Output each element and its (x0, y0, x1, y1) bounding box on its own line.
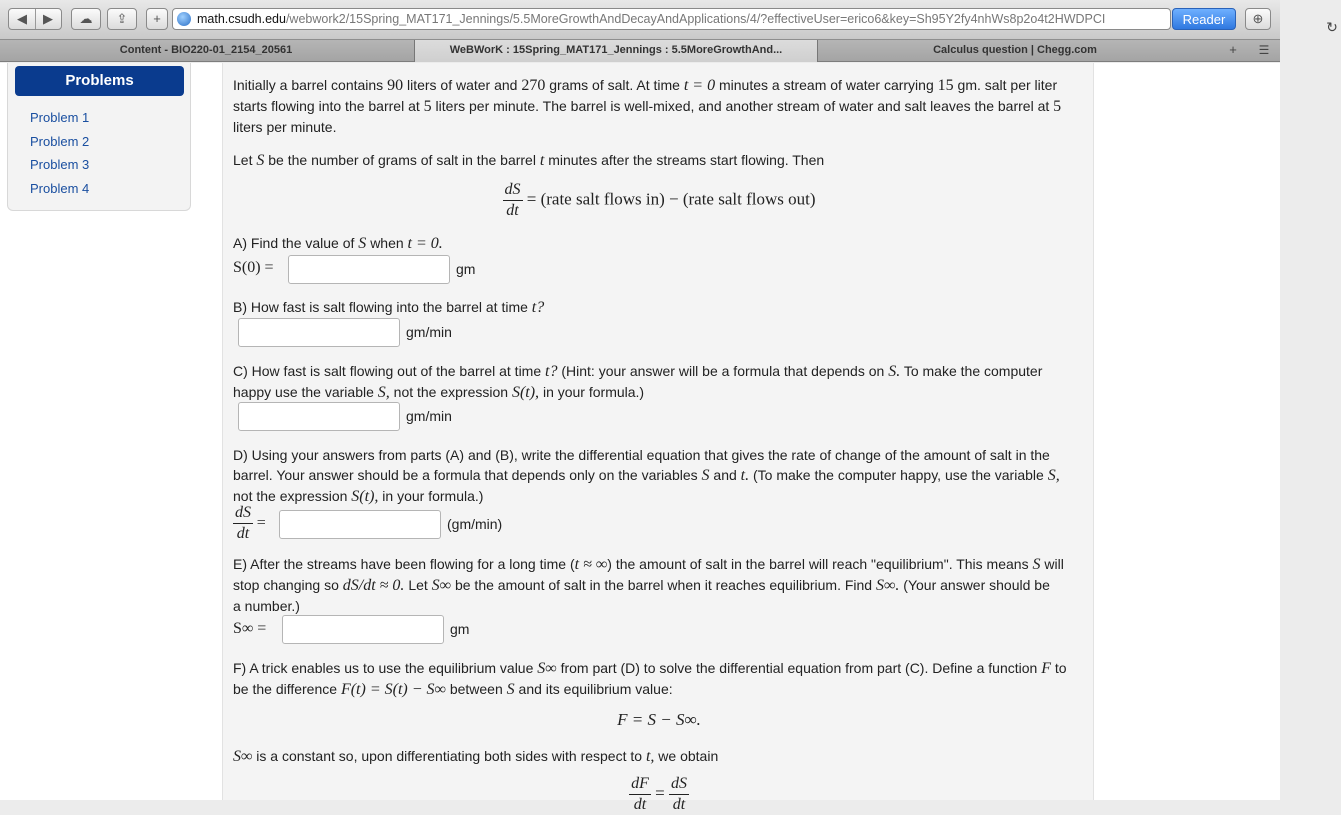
value-grams: 270 (521, 77, 546, 94)
value-rate-in: 5 (423, 98, 432, 115)
reader-button[interactable]: Reader (1172, 8, 1236, 30)
let-text: Let (233, 152, 253, 168)
page (0, 63, 1280, 813)
intro-text: starts flowing into the barrel at (233, 98, 420, 114)
value-liters: 90 (387, 77, 404, 94)
math-t-zero: t = 0 (683, 77, 716, 94)
fraction-dS-dt: $\frac{dS}{dt}$ (235, 504, 251, 542)
share-icon: ⇪ (116, 11, 128, 26)
problems-sidebar (7, 63, 191, 211)
part-e-unit: gm (450, 621, 470, 637)
let-statement (233, 150, 1083, 171)
derivative-equation: $\frac{dF}{dt}$ = $\frac{dS}{dt}$ (631, 775, 687, 813)
let-text: be the number of grams of salt in the barrel (268, 152, 536, 168)
math-t: t (539, 152, 545, 169)
forward-icon[interactable]: ▶ (43, 11, 53, 26)
let-text: minutes after the streams start flowing. Then (548, 152, 825, 168)
globe-icon (177, 12, 191, 26)
url-path: /webwork2/15Spring_MAT171_Jennings/5.5MoreGrowthAndDecayAndApplications/4/?effectiveUser=erico6&key=Sh95Y2fy4nhWs8p2o4t2HWDPCI (285, 12, 1106, 26)
plus-icon: + (153, 11, 161, 26)
icloud-tabs-button[interactable] (71, 8, 101, 30)
part-a-question: A) Find the value of S when t = 0. (233, 235, 443, 252)
part-f-text: F) A trick enables us to use the equilibrium value S∞ from part (D) to solve the differential equation from part (C). Define a function F to be the difference F(t) = S(t) − S∞ between S and its equilibrium value: (233, 660, 1067, 698)
downloads-button[interactable] (1245, 8, 1271, 30)
fraction-dS-dt: $\frac{dS}{dt}$ (670, 775, 687, 813)
sidebar-title: Problems (15, 66, 184, 96)
back-icon[interactable]: ◀ (17, 11, 27, 26)
tab-chegg[interactable]: Calculus question | Chegg.com (933, 44, 1097, 56)
part-c-question: C) How fast is salt flowing out of the barrel at time t? (Hint: your answer will be a formula that depends on S. To make the computer happy use the variable S, not the expression S(t), in your formula.) (233, 363, 1043, 401)
part-d-lhs: $\frac{dS}{dt}$ = (235, 504, 266, 542)
answer-d-input[interactable] (279, 510, 441, 539)
tab-content[interactable]: Content - BIO220-01_2154_20561 (119, 44, 293, 56)
f-display-equation: F = S − S∞. (617, 710, 701, 729)
intro-text: minutes a stream of water carrying (719, 77, 934, 93)
problem-content (222, 63, 1094, 813)
problem-list (30, 110, 89, 204)
tab-webwork[interactable]: WeBWorK : 15Spring_MAT171_Jennings : 5.5MoreGrowthAnd... (414, 40, 818, 62)
part-c-unit: gm/min (406, 408, 452, 424)
part-a-unit: gm (456, 261, 476, 277)
part-b-question: B) How fast is salt flowing into the barrel at time t? (233, 299, 545, 316)
fraction-dF-dt: $\frac{dF}{dt}$ (631, 775, 649, 813)
tab-bar (0, 40, 1280, 62)
tab-overview-icon[interactable]: ☰ (1258, 43, 1270, 57)
intro-text: liters per minute. (233, 119, 337, 135)
part-b-unit: gm/min (406, 324, 452, 340)
part-d-unit: (gm/min) (447, 516, 503, 532)
cloud-icon: ☁ (79, 11, 93, 26)
intro-text: gm. salt per liter (957, 77, 1058, 93)
part-a-label: S(0) = (233, 259, 274, 276)
main-equation (223, 180, 1095, 221)
intro-text: grams of salt. At time (549, 77, 680, 93)
answer-c-input[interactable] (238, 402, 400, 431)
sidebar-item-problem-1[interactable]: Problem 1 (30, 110, 90, 125)
part-e-question: E) After the streams have been flowing for a long time (t ≈ ∞) the amount of salt in the barrel will reach "equilibrium". This means S will stop changing so dS/dt ≈ 0. Let S∞ be the amount of salt in the barrel when it reaches equilibrium. Find S∞. (Your answer should be a number.) (233, 556, 1064, 614)
url-host: math.csudh.edu (197, 12, 286, 26)
sidebar-item-problem-2[interactable]: Problem 2 (30, 133, 90, 149)
answer-e-input[interactable] (282, 615, 444, 644)
intro-text: liters per minute. The barrel is well-mixed, and another stream of water and salt leaves the barrel at (435, 98, 1050, 114)
intro-text: Initially a barrel contains (233, 77, 384, 93)
value-concentration: 15 (937, 77, 954, 94)
add-bookmark-button[interactable] (146, 8, 168, 30)
new-tab-icon[interactable]: + (1229, 42, 1237, 57)
sidebar-item-problem-4[interactable]: Problem 4 (30, 180, 90, 196)
part-e-label: S∞ = (233, 620, 267, 637)
browser-toolbar (0, 0, 1338, 40)
intro-text: liters of water and (406, 77, 518, 93)
reload-icon[interactable]: ↻ (1326, 19, 1338, 35)
equation-rhs: = (rate salt flows in) − (rate salt flows out) (526, 189, 816, 209)
problem-intro (233, 75, 1083, 137)
part-d-question: D) Using your answers from parts (A) and (B), write the differential equation that gives the rate of change of the amount of salt in the barrel. Your answer should be a formula that depends only on the variables S and t. (To make the computer happy, use the variable S, not the expression S(t), in your formula.) (233, 447, 1060, 505)
back-forward-buttons[interactable] (8, 8, 62, 30)
math-S: S (256, 152, 265, 169)
g-text: S∞ is a constant so, upon differentiating both sides with respect to t, we obtain (233, 748, 719, 765)
share-button[interactable] (107, 8, 137, 30)
sidebar-item-problem-3[interactable]: Problem 3 (30, 157, 90, 172)
answer-a-input[interactable] (288, 255, 450, 284)
fraction-dS-dt: $\frac{dS}{dt}$ (504, 181, 521, 219)
download-icon: ⊕ (1252, 11, 1264, 26)
answer-b-input[interactable] (238, 318, 400, 347)
value-rate-out: 5 (1053, 98, 1062, 115)
